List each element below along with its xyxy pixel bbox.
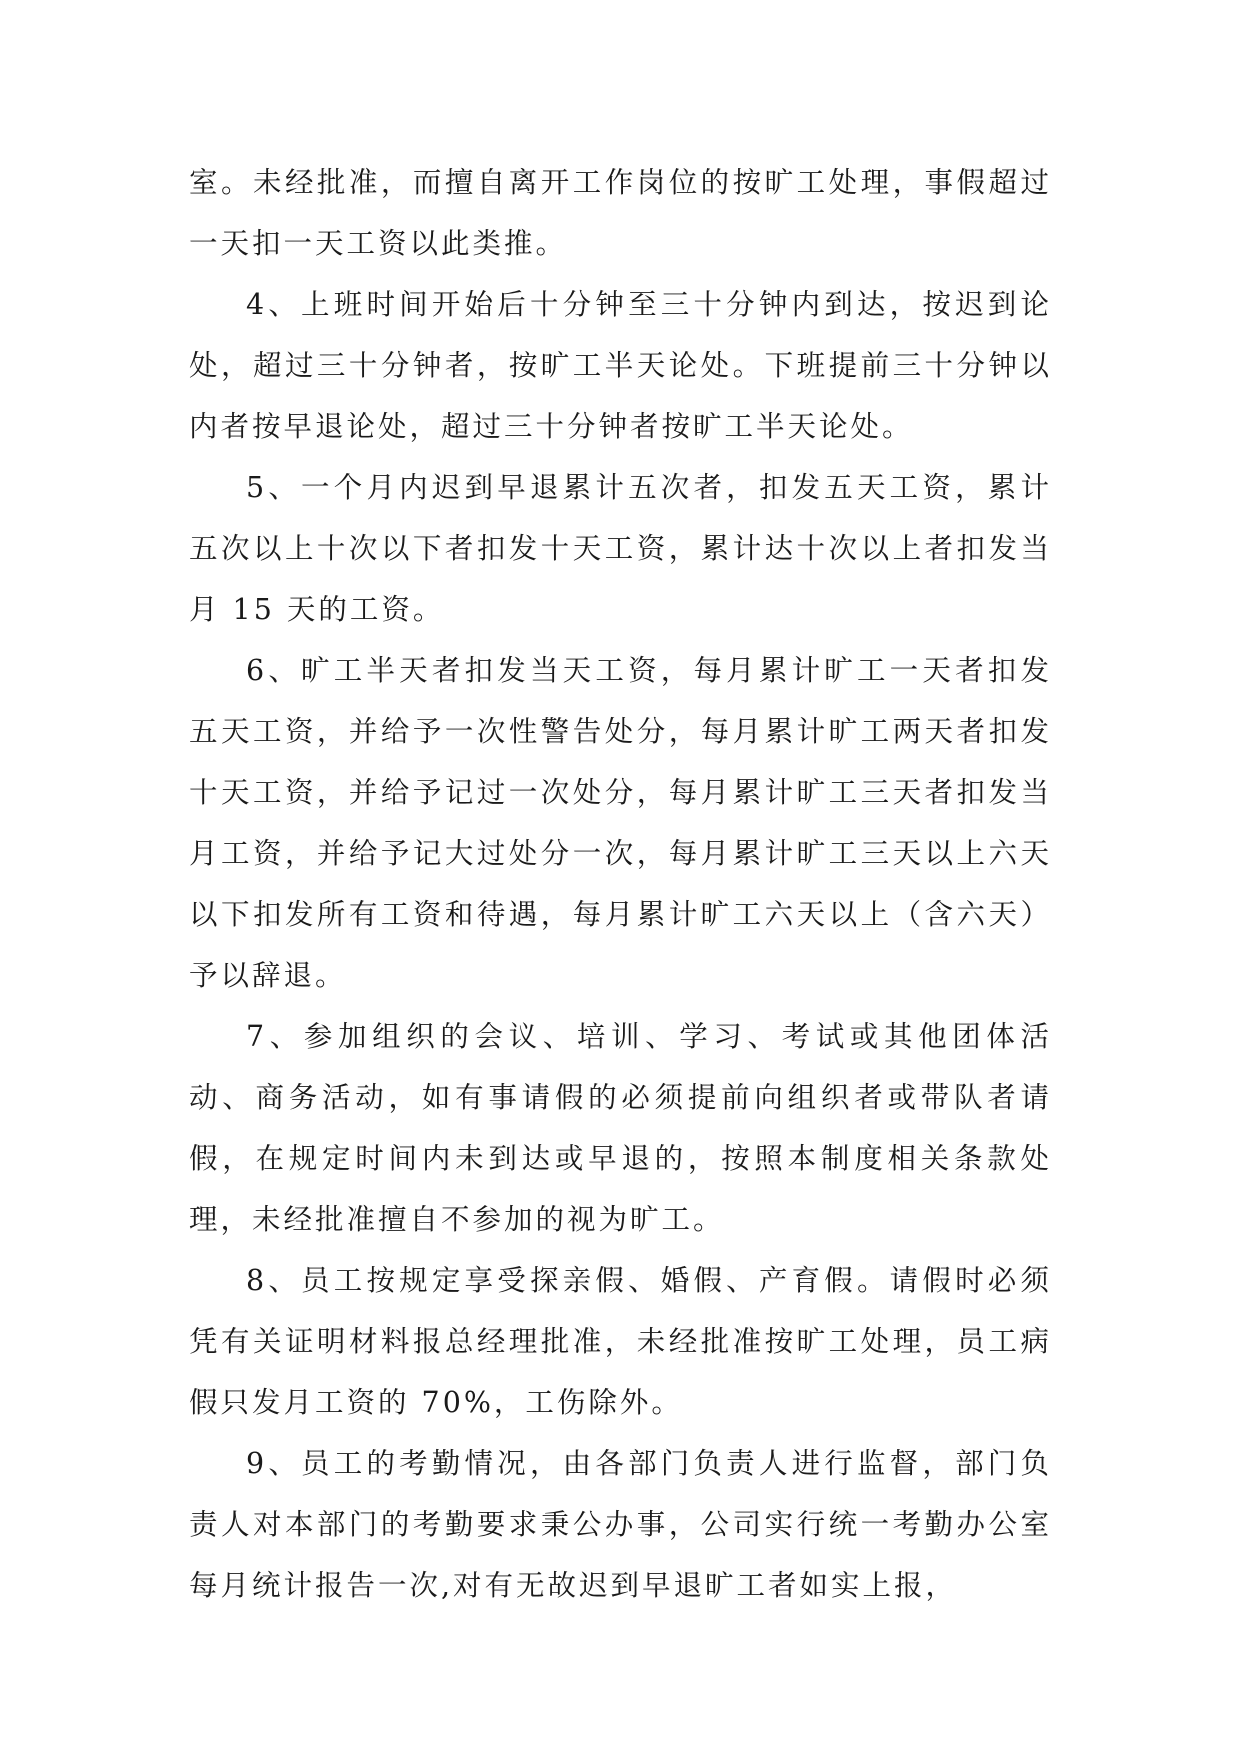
paragraph-continuation: 室。未经批准，而擅自离开工作岗位的按旷工处理，事假超过一天扣一天工资以此类推。 bbox=[189, 166, 1052, 260]
paragraph-rule-8: 8、员工按规定享受探亲假、婚假、产育假。请假时必须凭有关证明材料报总经理批准，未经批准按旷工处理，员工病假只发月工资的 70%，工伤除外。 bbox=[189, 1264, 1052, 1419]
paragraph-rule-7: 7、参加组织的会议、培训、学习、考试或其他团体活动、商务活动，如有事请假的必须提前向组织者或带队者请假，在规定时间内未到达或早退的，按照本制度相关条款处理，未经批准擅自不参加的视为旷工。 bbox=[189, 1020, 1052, 1236]
paragraph-rule-5: 5、一个月内迟到早退累计五次者，扣发五天工资，累计五次以上十次以下者扣发十天工资，累计达十次以上者扣发当月 15 天的工资。 bbox=[189, 471, 1052, 626]
document-page bbox=[189, 152, 1052, 1616]
paragraph-rule-6: 6、旷工半天者扣发当天工资，每月累计旷工一天者扣发五天工资，并给予一次性警告处分，每月累计旷工两天者扣发十天工资，并给予记过一次处分，每月累计旷工三天者扣发当月工资，并给予记大过处分一次，每月累计旷工三天以上六天以下扣发所有工资和待遇，每月累计旷工六天以上（含六天）予以辞退。 bbox=[189, 654, 1052, 992]
paragraph-rule-4: 4、上班时间开始后十分钟至三十分钟内到达，按迟到论处，超过三十分钟者，按旷工半天论处。下班提前三十分钟以内者按早退论处，超过三十分钟者按旷工半天论处。 bbox=[189, 288, 1052, 443]
paragraph-rule-9: 9、员工的考勤情况，由各部门负责人进行监督，部门负责人对本部门的考勤要求秉公办事，公司实行统一考勤办公室每月统计报告一次,对有无故迟到早退旷工者如实上报， bbox=[189, 1447, 1052, 1602]
